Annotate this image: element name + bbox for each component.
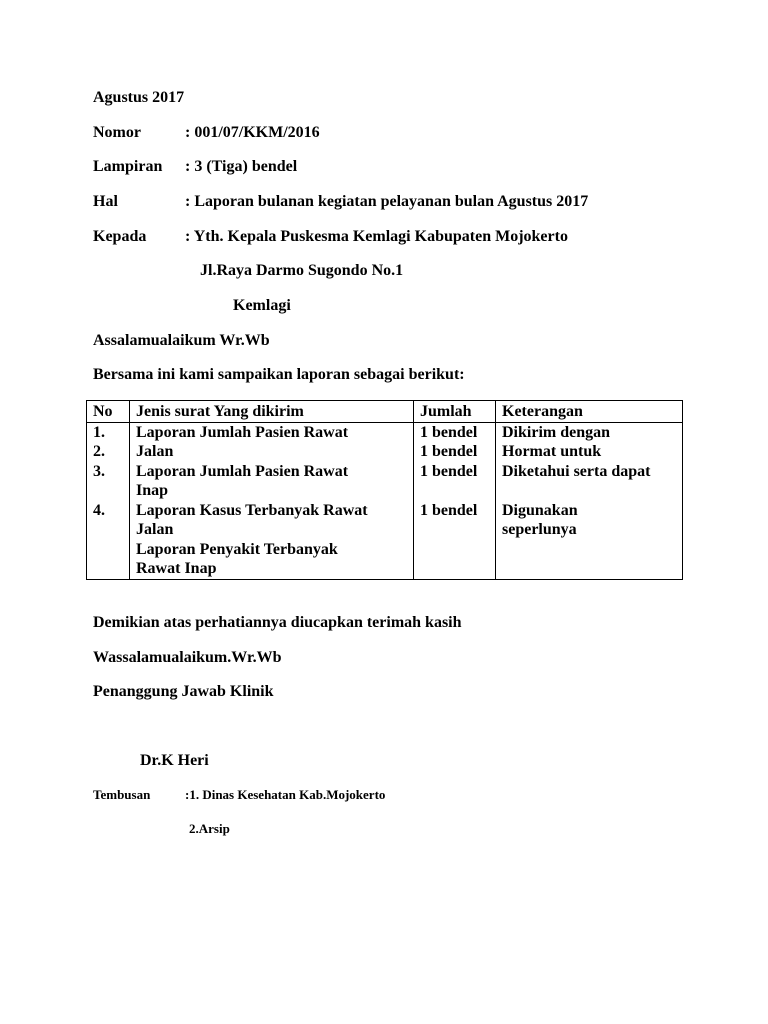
lampiran-value: : 3 (Tiga) bendel — [185, 158, 298, 175]
jenis-line: Laporan Jumlah Pasien Rawat — [136, 462, 349, 480]
header-keterangan: Keterangan — [496, 401, 683, 423]
table-header-row — [87, 401, 683, 423]
keterangan-line: seperlunya — [502, 521, 577, 538]
no-cell — [87, 422, 130, 579]
no-line: 3. — [93, 462, 105, 480]
tembusan-label: Tembusan — [93, 787, 151, 802]
greeting: Assalamualaikum Wr.Wb — [93, 332, 270, 349]
jumlah-line: 1 bendel — [420, 501, 478, 519]
signatory-title: Penanggung Jawab Klinik — [93, 683, 274, 700]
address-line-2: Kemlagi — [233, 297, 291, 314]
keterangan-line: Diketahui serta dapat — [502, 462, 651, 480]
farewell-text: Wassalamualaikum.Wr.Wb — [93, 649, 282, 666]
letter-date: Agustus 2017 — [93, 89, 185, 106]
jenis-line: Inap — [136, 482, 169, 499]
nomor-value: : 001/07/KKM/2016 — [185, 124, 320, 141]
tembusan-item-2: 2.Arsip — [189, 821, 230, 836]
header-jenis: Jenis surat Yang dikirim — [130, 401, 414, 423]
kepada-value: : Yth. Kepala Puskesma Kemlagi Kabupaten Mojokerto — [185, 228, 568, 245]
jenis-line: Jalan — [136, 443, 174, 460]
jumlah-cell — [414, 422, 496, 579]
no-line: 4. — [93, 501, 105, 519]
header-jumlah: Jumlah — [414, 401, 496, 423]
jenis-line: Laporan Kasus Terbanyak Rawat — [136, 501, 368, 519]
header-no: No — [87, 401, 130, 423]
keterangan-line — [502, 481, 676, 501]
keterangan-line: Hormat untuk — [502, 443, 602, 460]
jenis-line: Rawat Inap — [136, 560, 217, 577]
address-line-1: Jl.Raya Darmo Sugondo No.1 — [200, 262, 404, 279]
jumlah-line: 1 bendel — [420, 462, 478, 480]
report-table — [86, 400, 683, 580]
no-line: 1. — [93, 423, 105, 441]
hal-value: : Laporan bulanan kegiatan pelayanan bulan Agustus 2017 — [185, 193, 589, 210]
keterangan-cell — [496, 422, 683, 579]
kepada-label: Kepada — [93, 228, 147, 245]
hal-label: Hal — [93, 193, 118, 210]
keterangan-line: Dikirim dengan — [502, 423, 611, 441]
no-line — [93, 481, 123, 501]
lampiran-label: Lampiran — [93, 158, 163, 175]
jenis-cell — [130, 422, 414, 579]
tembusan-item-1: :1. Dinas Kesehatan Kab.Mojokerto — [185, 787, 386, 802]
no-line: 2. — [93, 443, 105, 460]
jenis-line: Laporan Penyakit Terbanyak — [136, 540, 338, 558]
closing-text: Demikian atas perhatiannya diucapkan terimah kasih — [93, 614, 462, 631]
nomor-label: Nomor — [93, 124, 141, 141]
jumlah-line: 1 bendel — [420, 443, 478, 460]
table-row — [87, 422, 683, 579]
intro-text: Bersama ini kami sampaikan laporan sebagai berikut: — [93, 366, 465, 383]
jumlah-line: 1 bendel — [420, 423, 478, 441]
jumlah-line — [420, 481, 489, 501]
keterangan-line: Digunakan — [502, 501, 578, 519]
jenis-line: Laporan Jumlah Pasien Rawat — [136, 423, 349, 441]
jenis-line: Jalan — [136, 521, 174, 538]
signatory-name: Dr.K Heri — [140, 752, 209, 769]
